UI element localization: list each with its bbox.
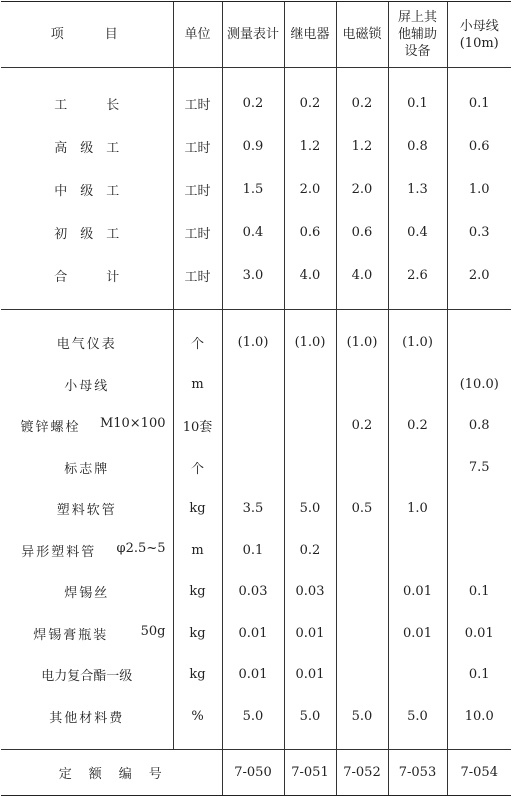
material-row xyxy=(1,488,511,530)
material-name-cell xyxy=(1,654,173,696)
material-name: 小母线 xyxy=(64,378,110,394)
material-name: 电力复合酯一级 xyxy=(41,669,133,685)
material-value: 0.01 xyxy=(388,571,447,613)
labor-unit: 工时 xyxy=(173,211,222,254)
labor-value: 1.0 xyxy=(447,168,511,211)
labor-unit: 工时 xyxy=(173,82,222,125)
materials-section xyxy=(1,310,511,750)
material-value: 1.0 xyxy=(388,488,447,530)
material-unit: % xyxy=(173,696,222,738)
material-name-cell xyxy=(1,530,173,572)
footer-code-4: 7-053 xyxy=(388,750,447,796)
material-name: 其他材料费 xyxy=(49,710,125,726)
material-value xyxy=(388,364,447,406)
material-value: (10.0) xyxy=(447,364,511,406)
material-name-cell xyxy=(1,447,173,489)
spacer-row xyxy=(1,297,511,310)
material-spec: 50g xyxy=(140,623,166,639)
labor-value: 4.0 xyxy=(284,254,336,297)
material-value: 5.0 xyxy=(336,696,388,738)
labor-value: 0.6 xyxy=(447,125,511,168)
footer-code-5: 7-054 xyxy=(447,750,511,796)
material-value: 0.1 xyxy=(222,530,284,572)
material-value: 0.2 xyxy=(284,530,336,572)
labor-name: 初 级 工 xyxy=(54,227,120,242)
material-row xyxy=(1,364,511,406)
material-unit: kg xyxy=(173,613,222,655)
material-name: 电气仪表 xyxy=(56,337,117,353)
material-value: 0.01 xyxy=(447,613,511,655)
material-value: 0.03 xyxy=(284,571,336,613)
material-unit: m xyxy=(173,364,222,406)
material-row xyxy=(1,696,511,738)
material-value xyxy=(222,447,284,489)
material-unit: kg xyxy=(173,571,222,613)
material-unit: kg xyxy=(173,654,222,696)
material-value: 0.01 xyxy=(388,613,447,655)
material-value: 5.0 xyxy=(388,696,447,738)
quota-table xyxy=(1,1,511,796)
labor-value: 0.6 xyxy=(284,211,336,254)
material-name-cell xyxy=(1,696,173,738)
material-value: 0.01 xyxy=(284,654,336,696)
labor-value: 0.2 xyxy=(222,82,284,125)
spacer-row xyxy=(1,68,511,83)
material-name: 塑料软管 xyxy=(56,503,117,519)
material-value xyxy=(388,530,447,572)
material-value: 5.0 xyxy=(284,696,336,738)
material-name: 焊锡膏瓶装 xyxy=(33,627,109,643)
material-value xyxy=(336,364,388,406)
material-value: (1.0) xyxy=(222,322,284,364)
header-col-5: 小母线(10m) xyxy=(447,2,511,68)
material-value xyxy=(336,613,388,655)
material-spec: M10×100 xyxy=(99,416,166,432)
header-unit: 单位 xyxy=(173,2,222,68)
material-value: 7.5 xyxy=(447,447,511,489)
material-value: 0.8 xyxy=(447,405,511,447)
material-name-cell xyxy=(1,488,173,530)
material-value: 0.5 xyxy=(336,488,388,530)
material-value: 0.03 xyxy=(222,571,284,613)
labor-value: 0.3 xyxy=(447,211,511,254)
labor-value: 0.1 xyxy=(388,82,447,125)
material-unit: kg xyxy=(173,488,222,530)
labor-value: 0.4 xyxy=(388,211,447,254)
labor-value: 0.1 xyxy=(447,82,511,125)
labor-value: 3.0 xyxy=(222,254,284,297)
material-row xyxy=(1,571,511,613)
material-row xyxy=(1,654,511,696)
header-col-2: 继电器 xyxy=(284,2,336,68)
material-name-cell xyxy=(1,571,173,613)
material-value: 0.2 xyxy=(336,405,388,447)
spacer-row xyxy=(1,310,511,323)
labor-value: 1.2 xyxy=(336,125,388,168)
material-value: 0.01 xyxy=(222,654,284,696)
material-value xyxy=(222,405,284,447)
header-item: 项 目 xyxy=(1,2,173,68)
spacer-row xyxy=(1,737,511,750)
header-col-1: 测量表计 xyxy=(222,2,284,68)
material-unit: 个 xyxy=(173,322,222,364)
material-value xyxy=(284,364,336,406)
material-value: 3.5 xyxy=(222,488,284,530)
labor-value: 0.2 xyxy=(336,82,388,125)
material-value xyxy=(447,322,511,364)
material-value xyxy=(284,447,336,489)
material-value xyxy=(336,447,388,489)
labor-value: 4.0 xyxy=(336,254,388,297)
header-col-3: 电磁锁 xyxy=(336,2,388,68)
material-row xyxy=(1,405,511,447)
material-value: 0.1 xyxy=(447,571,511,613)
labor-value: 0.4 xyxy=(222,211,284,254)
labor-unit: 工时 xyxy=(173,168,222,211)
material-value xyxy=(336,530,388,572)
material-row xyxy=(1,530,511,572)
labor-value: 2.0 xyxy=(284,168,336,211)
labor-value: 0.8 xyxy=(388,125,447,168)
labor-unit: 工时 xyxy=(173,125,222,168)
labor-name: 高 级 工 xyxy=(54,141,120,156)
footer-row xyxy=(1,750,511,796)
footer-code-3: 7-052 xyxy=(336,750,388,796)
labor-value: 0.9 xyxy=(222,125,284,168)
material-value: 0.1 xyxy=(447,654,511,696)
material-name: 标志牌 xyxy=(64,461,110,477)
labor-name: 合 计 xyxy=(54,270,120,285)
labor-value: 1.2 xyxy=(284,125,336,168)
labor-name: 中 级 工 xyxy=(54,184,120,199)
labor-value: 0.6 xyxy=(336,211,388,254)
material-name-cell xyxy=(1,405,173,447)
labor-row xyxy=(1,211,511,254)
material-value xyxy=(284,405,336,447)
labor-name: 工 长 xyxy=(54,98,120,113)
labor-row xyxy=(1,125,511,168)
header-col-4: 屏上其他辅助设备 xyxy=(388,2,447,68)
material-value: (1.0) xyxy=(336,322,388,364)
material-unit: 10套 xyxy=(173,405,222,447)
material-name: 焊锡丝 xyxy=(64,586,110,602)
labor-value: 2.0 xyxy=(447,254,511,297)
material-row xyxy=(1,322,511,364)
material-value: 5.0 xyxy=(284,488,336,530)
material-value xyxy=(447,530,511,572)
material-spec: φ2.5~5 xyxy=(116,540,166,556)
labor-row xyxy=(1,254,511,297)
material-value: 0.01 xyxy=(222,613,284,655)
material-row xyxy=(1,613,511,655)
labor-value: 1.3 xyxy=(388,168,447,211)
material-value xyxy=(336,654,388,696)
material-row xyxy=(1,447,511,489)
material-unit: m xyxy=(173,530,222,572)
labor-row xyxy=(1,168,511,211)
material-name-cell xyxy=(1,322,173,364)
labor-unit: 工时 xyxy=(173,254,222,297)
labor-section xyxy=(1,68,511,310)
material-value: (1.0) xyxy=(388,322,447,364)
labor-row xyxy=(1,82,511,125)
material-value xyxy=(388,654,447,696)
labor-value: 2.0 xyxy=(336,168,388,211)
material-value xyxy=(222,364,284,406)
material-name: 镀锌螺栓 xyxy=(20,420,81,436)
material-name: 异形塑料管 xyxy=(21,544,97,560)
material-value: 5.0 xyxy=(222,696,284,738)
material-value: 0.01 xyxy=(284,613,336,655)
footer-code-1: 7-050 xyxy=(222,750,284,796)
material-value: 0.2 xyxy=(388,405,447,447)
footer-label: 定 额 编 号 xyxy=(1,750,222,796)
material-value xyxy=(447,488,511,530)
material-value xyxy=(336,571,388,613)
material-name-cell xyxy=(1,364,173,406)
footer-code-2: 7-051 xyxy=(284,750,336,796)
material-unit: 个 xyxy=(173,447,222,489)
labor-value: 2.6 xyxy=(388,254,447,297)
labor-value: 1.5 xyxy=(222,168,284,211)
labor-value: 0.2 xyxy=(284,82,336,125)
material-value: 10.0 xyxy=(447,696,511,738)
material-name-cell xyxy=(1,613,173,655)
header-row xyxy=(1,2,511,68)
material-value: (1.0) xyxy=(284,322,336,364)
material-value xyxy=(388,447,447,489)
